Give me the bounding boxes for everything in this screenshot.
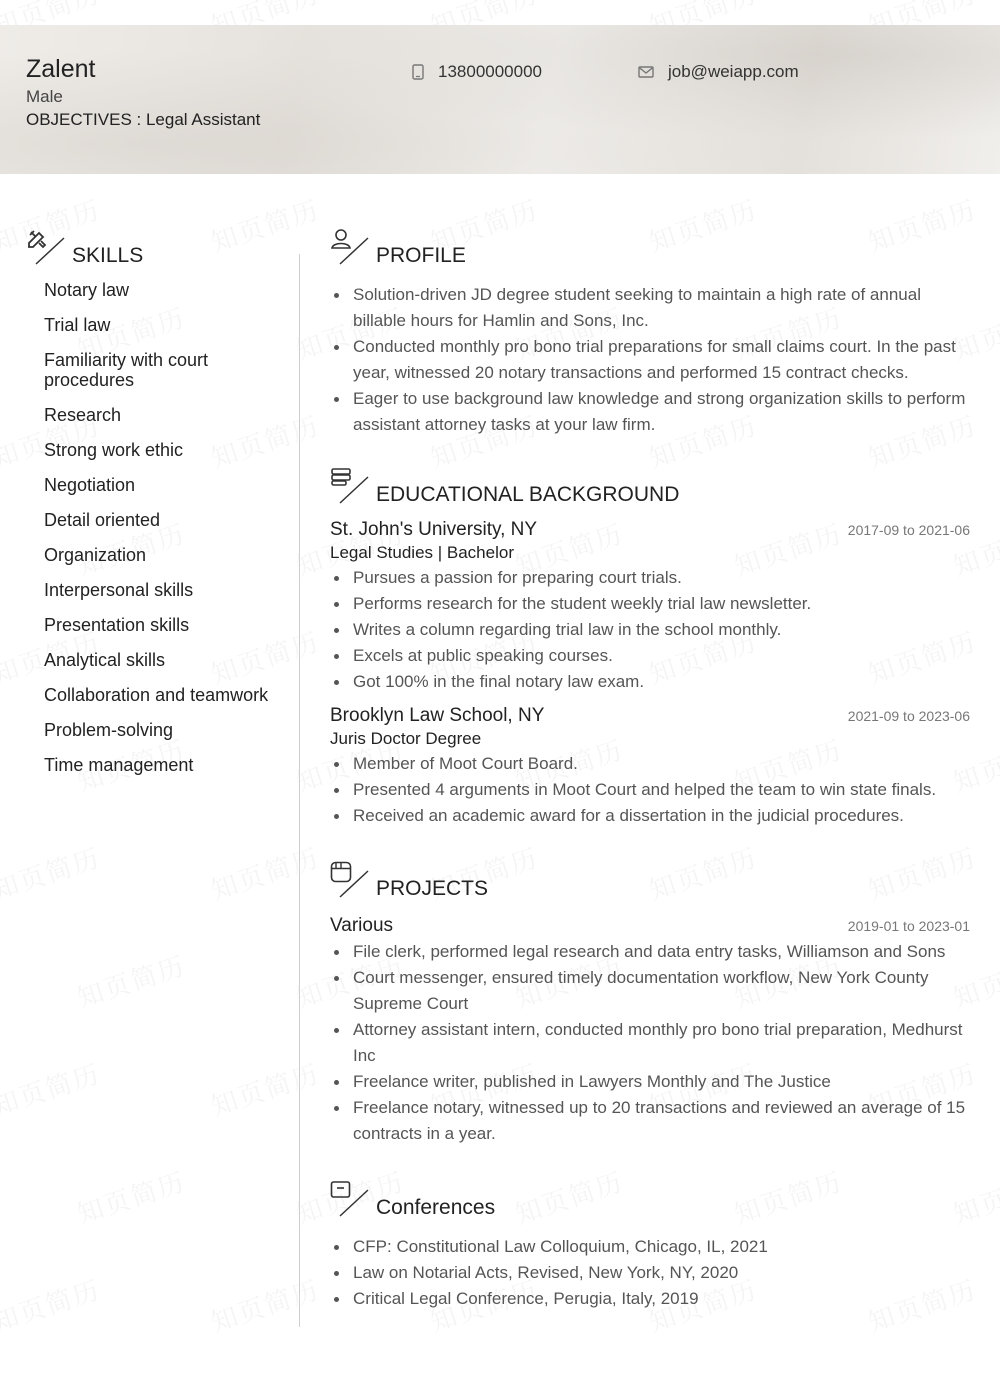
skill-item: Interpersonal skills	[44, 580, 194, 600]
profile-list	[330, 282, 970, 438]
projects-title: PROJECTS	[376, 877, 489, 900]
skill-item: Negotiation	[44, 475, 136, 495]
conference-item: Critical Legal Conference, Perugia, Italy, 2019	[330, 1286, 970, 1312]
slash-decoration	[338, 1182, 370, 1218]
conference-item: CFP: Constitutional Law Colloquium, Chicago, IL, 2021	[330, 1234, 970, 1260]
date-range: 2017-09 to 2021-06	[847, 522, 970, 538]
email-contact	[638, 62, 799, 82]
conferences-title: Conferences	[376, 1196, 496, 1219]
watermark-text	[729, 1162, 847, 1232]
skills-title: SKILLS	[72, 244, 144, 267]
profile-title: PROFILE	[376, 244, 466, 267]
watermark-text	[206, 1054, 324, 1124]
project-detail-item: Court messenger, ensured timely documentation workflow, New York County Supreme Court	[330, 965, 970, 1017]
education-detail-item: Performs research for the student weekly trial law newsletter.	[330, 591, 970, 617]
project-details	[330, 939, 970, 1147]
skill-item: Analytical skills	[44, 650, 166, 670]
education-details	[330, 751, 970, 829]
project-detail-item: Attorney assistant intern, conducted monthly pro bono trial preparation, Medhurst Inc	[330, 1017, 970, 1069]
watermark-text	[510, 1162, 628, 1232]
skill-item: Collaboration and teamwork	[44, 685, 269, 705]
email-address: job@weiapp.com	[668, 62, 799, 81]
skill-item: Familiarity with court procedures	[44, 350, 209, 390]
profile-item: Eager to use background law knowledge and strong organization skills to perform assistant attorney tasks at your law firm.	[330, 386, 970, 438]
conference-item: Law on Notarial Acts, Revised, New York, NY, 2020	[330, 1260, 970, 1286]
skill-item: Presentation skills	[44, 615, 190, 635]
education-entry	[330, 519, 970, 695]
education-detail-item: Pursues a passion for preparing court trials.	[330, 565, 970, 591]
skill-item: Trial law	[44, 315, 111, 335]
profile-item: Solution-driven JD degree student seeking to maintain a high rate of annual billable hours for Hamlin and Sons, Inc.	[330, 282, 970, 334]
watermark-text	[206, 1270, 324, 1340]
watermark-text	[948, 1162, 1000, 1232]
date-range: 2021-09 to 2023-06	[847, 708, 970, 724]
school-name: St. John's University, NY	[330, 519, 538, 540]
date-range: 2019-01 to 2023-01	[847, 918, 970, 934]
watermark-text	[0, 838, 105, 908]
watermark-text	[644, 190, 762, 260]
degree: Juris Doctor Degree	[330, 729, 482, 748]
watermark-text	[863, 838, 981, 908]
candidate-name: Zalent	[26, 55, 96, 83]
education-detail-item: Member of Moot Court Board.	[330, 751, 970, 777]
watermark-text	[72, 946, 190, 1016]
education-entry	[330, 705, 970, 829]
skill-item: Research	[44, 405, 122, 425]
education-section	[330, 519, 970, 829]
education-title: EDUCATIONAL BACKGROUND	[376, 483, 680, 506]
watermark-text	[206, 190, 324, 260]
watermark-text	[0, 1054, 105, 1124]
phone-number: 13800000000	[438, 62, 543, 81]
skill-item: Time management	[44, 755, 194, 775]
slash-decoration	[338, 469, 370, 505]
slash-decoration	[338, 863, 370, 899]
skill-item: Organization	[44, 545, 147, 565]
watermark-text	[644, 838, 762, 908]
watermark-text	[863, 190, 981, 260]
mail-icon	[638, 66, 654, 78]
project-detail-item: File clerk, performed legal research and data entry tasks, Williamson and Sons	[330, 939, 970, 965]
education-detail-item: Received an academic award for a dissertation in the judicial procedures.	[330, 803, 970, 829]
objective: OBJECTIVES : Legal Assistant	[26, 110, 261, 129]
candidate-gender: Male	[26, 87, 63, 106]
education-detail-item: Got 100% in the final notary law exam.	[330, 669, 970, 695]
column-divider	[299, 254, 300, 1327]
school-name: Brooklyn Law School, NY	[330, 705, 545, 726]
project-detail-item: Freelance writer, published in Lawyers Monthly and The Justice	[330, 1069, 970, 1095]
slash-decoration	[34, 230, 66, 266]
watermark-text	[72, 1162, 190, 1232]
education-detail-item: Presented 4 arguments in Moot Court and helped the team to win state finals.	[330, 777, 970, 803]
projects-section	[330, 915, 970, 1147]
header-banner	[0, 25, 1000, 174]
education-details	[330, 565, 970, 695]
education-detail-item: Excels at public speaking courses.	[330, 643, 970, 669]
skill-item: Detail oriented	[44, 510, 161, 530]
skill-item: Problem-solving	[44, 720, 174, 740]
degree: Legal Studies | Bachelor	[330, 543, 514, 562]
skill-item: Strong work ethic	[44, 440, 184, 460]
profile-item: Conducted monthly pro bono trial preparations for small claims court. In the past year, witnessed 20 notary transactions and performed 15 contract checks.	[330, 334, 970, 386]
project-name: Various	[330, 915, 394, 936]
profile-section	[330, 282, 970, 438]
skills-list	[44, 280, 294, 790]
watermark-text	[0, 1270, 105, 1340]
education-detail-item: Writes a column regarding trial law in the school monthly.	[330, 617, 970, 643]
conference-list	[330, 1234, 970, 1312]
watermark-text	[206, 838, 324, 908]
phone-contact	[412, 62, 542, 82]
project-detail-item: Freelance notary, witnessed up to 20 transactions and reviewed an average of 15 contracts in a year.	[330, 1095, 970, 1147]
conferences-section	[330, 1234, 970, 1312]
phone-icon	[412, 64, 424, 80]
slash-decoration	[338, 230, 370, 266]
skill-item: Notary law	[44, 280, 130, 300]
